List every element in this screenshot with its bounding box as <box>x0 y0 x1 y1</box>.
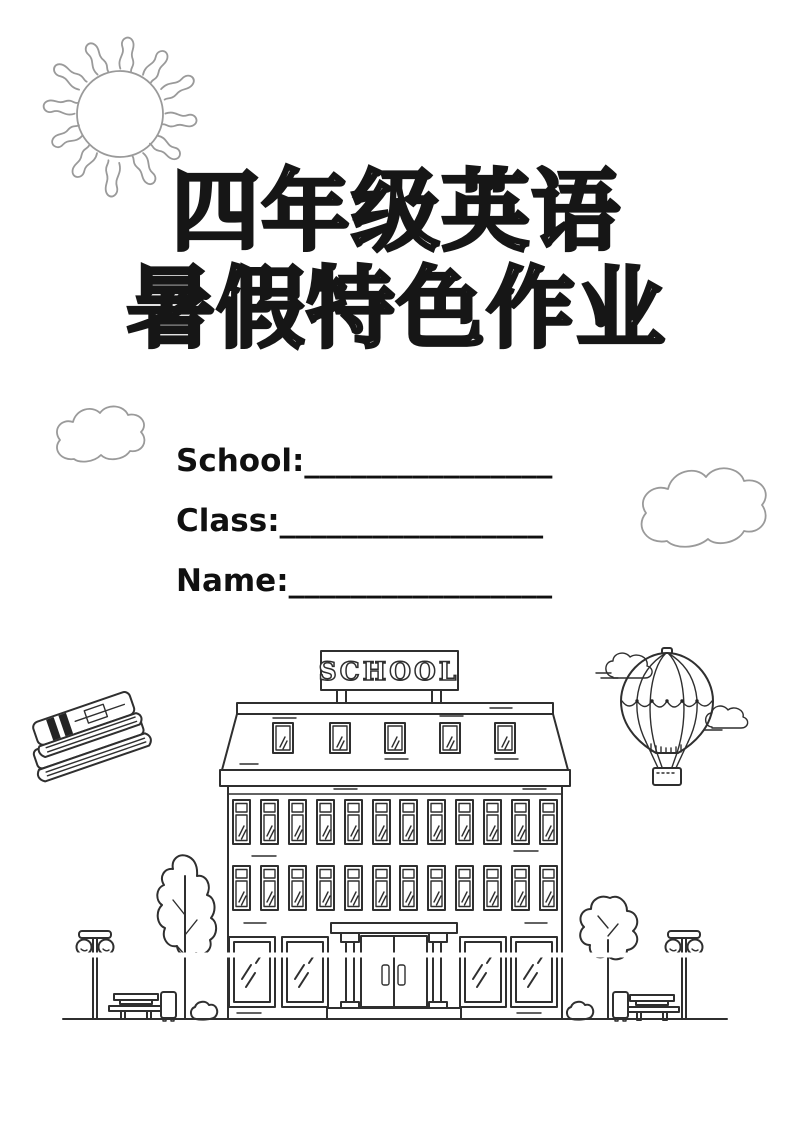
page-title-line1: 四年级英语 <box>171 160 622 263</box>
school-building <box>220 651 570 1019</box>
cloud-icon-right <box>642 468 766 546</box>
picnic-bench-left <box>109 994 163 1019</box>
trash-can-left <box>161 992 176 1021</box>
name-field-label: Name: <box>176 563 289 599</box>
page-title <box>0 160 793 360</box>
class-field-label: Class: <box>176 503 280 539</box>
bush-right <box>567 1002 593 1020</box>
bush-left <box>191 1002 217 1020</box>
student-info-form <box>176 441 552 621</box>
street-lamp-left <box>77 931 114 1019</box>
school-sign <box>319 651 460 703</box>
class-field-row <box>176 501 552 541</box>
school-field-row <box>176 441 552 481</box>
picnic-bench-right <box>625 995 679 1020</box>
name-field-blank: _________________ <box>288 563 553 599</box>
school-sign-text: SCHOOL <box>318 657 460 686</box>
page-title-line2: 暑假特色作业 <box>126 257 667 360</box>
street-lamp-right <box>666 931 703 1019</box>
entrance-step <box>327 1008 461 1019</box>
class-field-blank: _________________ <box>279 503 544 539</box>
school-field-label: School: <box>176 443 305 479</box>
books-stack-icon <box>21 689 152 783</box>
trash-can-right <box>613 992 628 1021</box>
school-field-blank: ________________ <box>304 443 553 479</box>
double-doors <box>361 936 427 1007</box>
cloud-icon-left <box>57 406 144 461</box>
hot-air-balloon-icon <box>621 648 713 785</box>
name-field-row <box>176 561 552 601</box>
